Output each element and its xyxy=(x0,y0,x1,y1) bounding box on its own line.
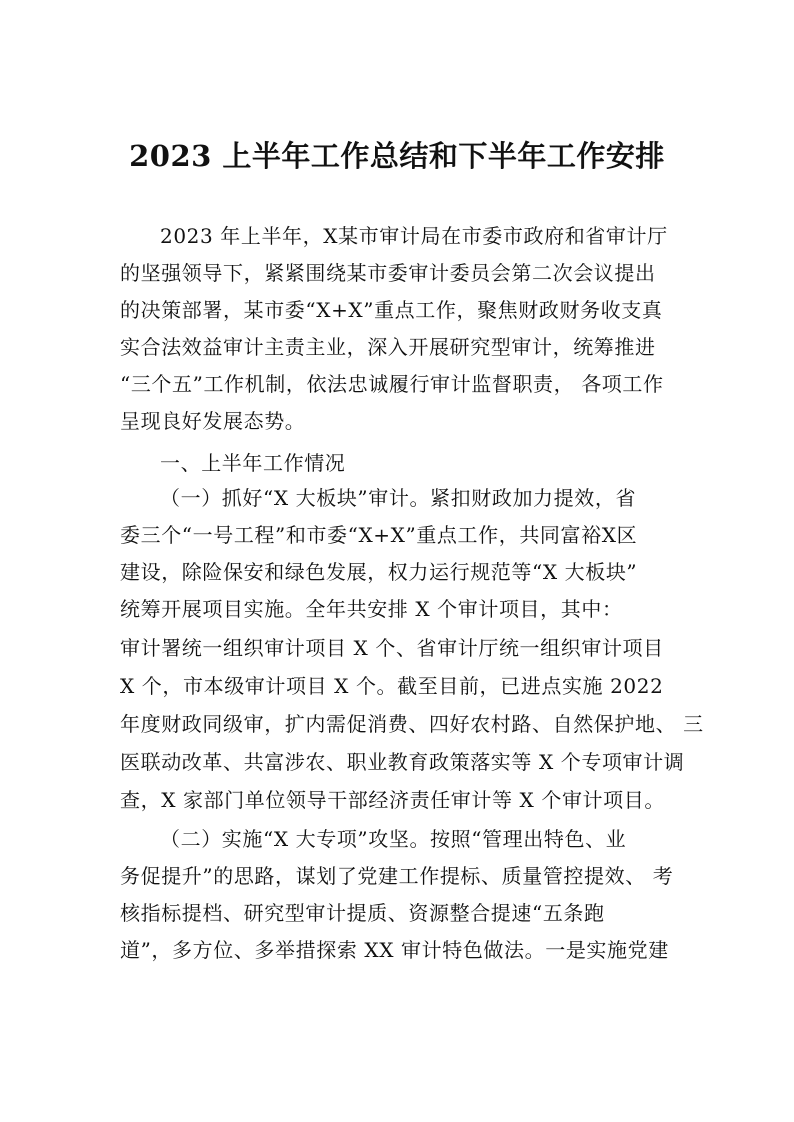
paragraph-2-line-5: 审计署统一组织审计项目 X 个、省审计厅统一组织审计项目 xyxy=(120,636,664,660)
paragraph-2-line-1: （一）抓好“X 大板块”审计。紧扣财政加力提效，省 xyxy=(160,486,637,510)
paragraph-3-line-4: 道”，多方位、多举措探索 XX 审计特色做法。一是实施党建 xyxy=(120,938,669,962)
paragraph-2-line-7: 年度财政同级审，扩内需促消费、四好农村路、自然保护地、 三 xyxy=(120,712,704,736)
paragraph-2-line-8: 医联动改革、共富涉农、职业教育政策落实等 X 个专项审计调 xyxy=(120,750,685,774)
paragraph-3-line-1: （二）实施“X 大专项”攻坚。按照“管理出特色、业 xyxy=(160,827,627,851)
paragraph-2-line-9: 查，X 家部门单位领导干部经济责任审计等 X 个审计项目。 xyxy=(120,788,665,812)
paragraph-3-line-2: 务促提升”的思路，谋划了党建工作提标、质量管控提效、 考 xyxy=(120,864,674,888)
section-heading: 一、上半年工作情况 xyxy=(160,451,346,475)
paragraph-1-line-4: 实合法效益审计主责主业，深入开展研究型审计，统筹推进 xyxy=(120,335,656,359)
paragraph-2-line-6: X 个，市本级审计项目 X 个。截至目前，已进点实施 2022 xyxy=(120,674,664,698)
paragraph-1-line-2: 的坚强领导下，紧紧围绕某市委审计委员会第二次会议提出 xyxy=(120,261,656,285)
paragraph-1-line-1: 2023 年上半年，X某市审计局在市委市政府和省审计厅 xyxy=(160,224,668,248)
paragraph-2-line-4: 统筹开展项目实施。全年共安排 X 个审计项目，其中： xyxy=(120,597,623,621)
paragraph-1-line-5: “三个五”工作机制，依法忠诚履行审计监督职责， 各项工作 xyxy=(120,372,664,396)
paragraph-1-line-3: 的决策部署，某市委“X+X”重点工作，聚焦财政财务收支真 xyxy=(120,298,663,322)
paragraph-2-line-3: 建设，除险保安和绿色发展，权力运行规范等“X 大板块” xyxy=(120,560,638,584)
paragraph-2-line-2: 委三个“一号工程”和市委“X+X”重点工作，共同富裕X区 xyxy=(120,523,638,547)
paragraph-3-line-3: 核指标提档、研究型审计提质、资源整合提速“五条跑 xyxy=(120,901,605,925)
document-title: 2023 上半年工作总结和下半年工作安排 xyxy=(129,139,665,173)
paragraph-1-line-6: 呈现良好发展态势。 xyxy=(120,409,306,433)
